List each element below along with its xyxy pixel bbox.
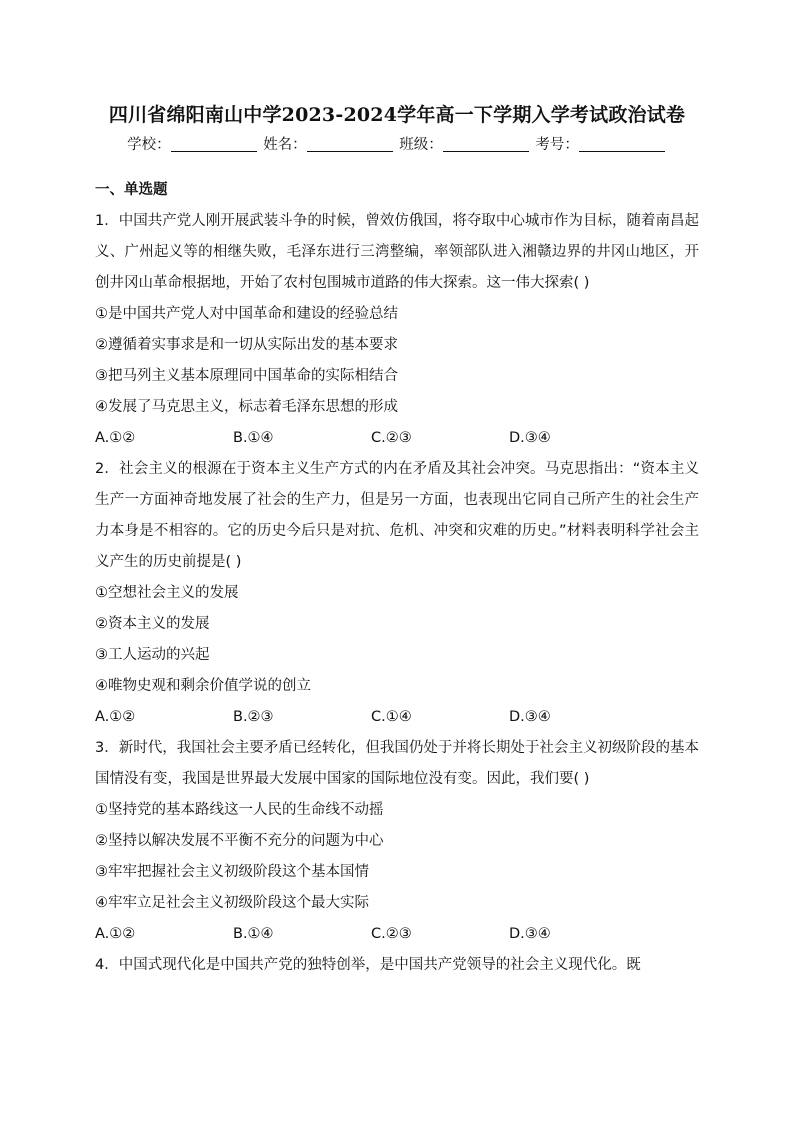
choice-b: B.②③	[233, 709, 274, 725]
choice-a: A.①②	[95, 709, 136, 725]
school-blank	[171, 135, 257, 152]
question-stem: 3．新时代，我国社会主要矛盾已经转化，但我国仍处于并将长期处于社会主义初级阶段的基本国情没有变，我国是世界最大发展中国家的国际地位没有变。因此，我们要( )	[95, 740, 699, 787]
choice-b: B.①④	[233, 430, 274, 446]
choice-b: B.①④	[233, 926, 274, 942]
statement-3: ③把马列主义基本原理同中国革命的实际相结合	[95, 368, 398, 384]
student-info-row	[0, 133, 794, 157]
choice-d: D.③④	[509, 430, 551, 446]
choice-c: C.②③	[371, 430, 412, 446]
statement-3: ③工人运动的兴起	[95, 647, 210, 663]
question-stem: 1．中国共产党人刚开展武装斗争的时候，曾效仿俄国，将夺取中心城市作为目标，随着南昌起义、广州起义等的相继失败，毛泽东进行三湾整编，率领部队进入湘赣边界的井冈山地区，开创井冈山革命根据地，开始了农村包围城市道路的伟大探索。这一伟大探索( )	[95, 213, 699, 291]
statement-1: ①坚持党的基本路线这一人民的生命线不动摇	[95, 802, 384, 818]
answer-choices	[95, 702, 699, 733]
exam-number-blank	[579, 135, 665, 152]
exam-content	[95, 178, 699, 981]
choice-c: C.①④	[371, 709, 412, 725]
section-heading: 一、单选题	[95, 182, 168, 198]
answer-choices	[95, 919, 699, 950]
choice-a: A.①②	[95, 926, 136, 942]
choice-c: C.②③	[371, 926, 412, 942]
class-label: 班级：	[399, 137, 443, 153]
question-4	[95, 950, 699, 981]
choice-a: A.①②	[95, 430, 136, 446]
name-blank	[307, 135, 393, 152]
class-blank	[443, 135, 529, 152]
statement-4: ④唯物史观和剩余价值学说的创立	[95, 678, 311, 694]
choice-d: D.③④	[509, 926, 551, 942]
exam-title: 四川省绵阳南山中学2023-2024学年高一下学期入学考试政治试卷	[108, 104, 686, 126]
question-2	[95, 454, 699, 733]
statement-1: ①是中国共产党人对中国革命和建设的经验总结	[95, 306, 398, 322]
question-3	[95, 733, 699, 950]
choice-d: D.③④	[509, 709, 551, 725]
name-label: 姓名：	[263, 137, 307, 153]
statement-1: ①空想社会主义的发展	[95, 585, 239, 601]
school-label: 学校：	[127, 137, 171, 153]
statement-2: ②坚持以解决发展不平衡不充分的问题为中心	[95, 833, 384, 849]
statement-3: ③牢牢把握社会主义初级阶段这个基本国情	[95, 864, 369, 880]
exam-number-label: 考号：	[535, 137, 579, 153]
statement-4: ④发展了马克思主义，标志着毛泽东思想的形成	[95, 399, 398, 415]
answer-choices	[95, 423, 699, 454]
question-stem: 4．中国式现代化是中国共产党的独特创举，是中国共产党领导的社会主义现代化。既	[95, 957, 641, 973]
statement-2: ②遵循着实事求是和一切从实际出发的基本要求	[95, 337, 398, 353]
statement-2: ②资本主义的发展	[95, 616, 210, 632]
question-1	[95, 206, 699, 454]
question-stem: 2．社会主义的根源在于资本主义生产方式的内在矛盾及其社会冲突。马克思指出：“资本主义生产一方面神奇地发展了社会的生产力，但是另一方面，也表现出它同自己所产生的社会生产力本身是不相容的。它的历史今后只是对抗、危机、冲突和灾难的历史。”材料表明科学社会主义产生的历史前提是( )	[95, 461, 699, 570]
statement-4: ④牢牢立足社会主义初级阶段这个最大实际	[95, 895, 369, 911]
